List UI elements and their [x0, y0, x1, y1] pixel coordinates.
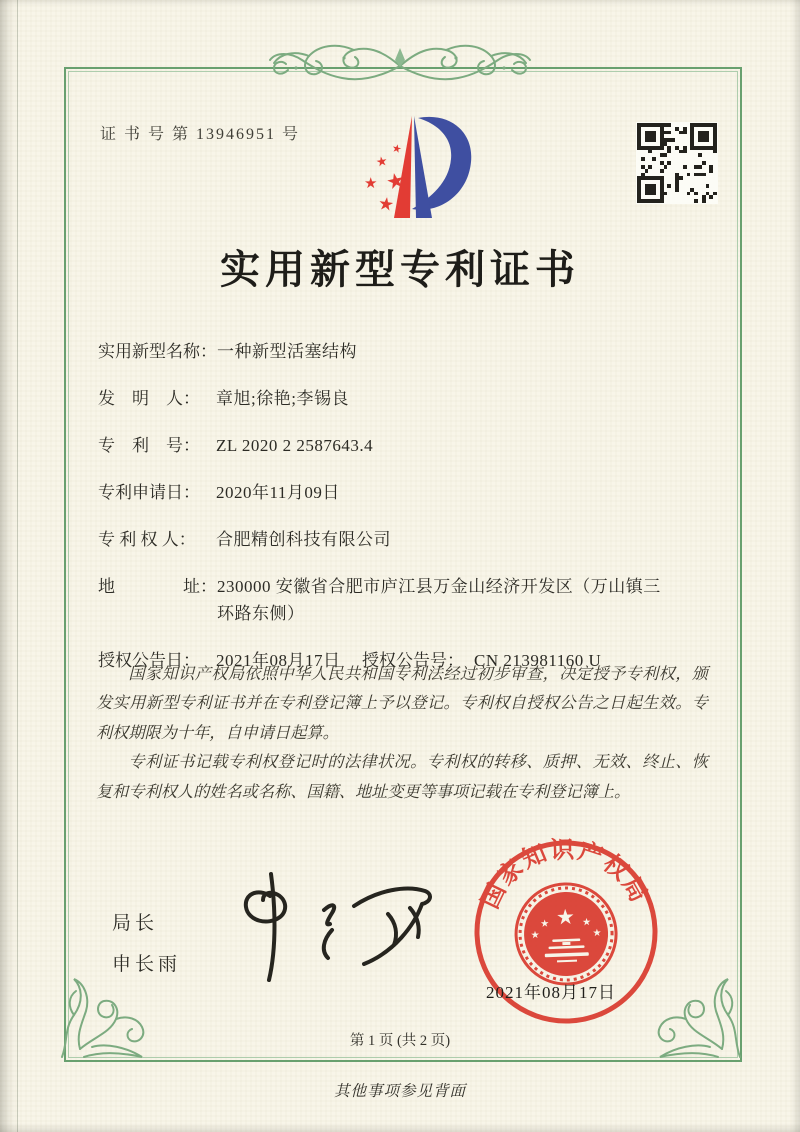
- grant-number-label: 授权公告号：: [362, 651, 464, 670]
- field-value: 一种新型活塞结构: [217, 342, 357, 361]
- officer-name: 申长雨: [112, 954, 182, 975]
- field-row-inventors: [98, 385, 704, 412]
- national-emblem-icon: [514, 882, 617, 985]
- scan-edge-shadow-top: [0, 0, 800, 6]
- field-list: [98, 338, 704, 694]
- field-label: 地 址：: [98, 577, 217, 596]
- grant-date-label: 授权公告日：: [98, 651, 200, 670]
- certificate-title: 实用新型专利证书: [220, 247, 580, 292]
- svg-text:★: ★: [530, 929, 540, 942]
- svg-text:★: ★: [364, 174, 378, 192]
- officer-title: 局长: [112, 913, 159, 934]
- field-label: 专利申请日：: [98, 483, 200, 502]
- field-row-invention-name: [98, 338, 704, 365]
- svg-text:★: ★: [374, 153, 389, 171]
- field-label: 专 利 号：: [98, 436, 200, 455]
- svg-text:★: ★: [555, 904, 576, 930]
- grant-number-value: CN 213981160 U: [474, 651, 602, 670]
- commissioner-signature: [226, 860, 441, 990]
- field-value: 230000 安徽省合肥市庐江县万金山经济开发区（万山镇三环路东侧）: [217, 577, 661, 623]
- scan-edge-shadow-left: [0, 0, 16, 1132]
- cnipa-logo-icon: [352, 112, 482, 222]
- svg-text:★: ★: [540, 918, 550, 930]
- legal-paragraph-2: 专利证书记载专利权登记时的法律状况。专利权的转移、质押、无效、终止、恢复和专利权人的姓名或名称、国籍、地址变更等事项记载在专利登记簿上。: [96, 753, 708, 801]
- field-value: 合肥精创科技有限公司: [216, 530, 391, 549]
- qr-code: [636, 122, 718, 204]
- field-row-address: [98, 573, 704, 627]
- field-value: 2020年11月09日: [216, 483, 340, 502]
- svg-text:★: ★: [383, 167, 408, 195]
- field-value: 章旭;徐艳;李锡良: [216, 389, 349, 408]
- qr-module: [713, 199, 717, 203]
- field-row-filing-date: [98, 479, 704, 506]
- page-number-info: 第 1 页 (共 2 页): [349, 1033, 451, 1049]
- scan-edge-line-left: [17, 0, 18, 1132]
- certificate-number: 证 书 号 第 13946951 号: [100, 126, 301, 143]
- scan-edge-shadow-bottom: [0, 1123, 800, 1132]
- legal-text: [96, 660, 708, 807]
- svg-text:★: ★: [582, 917, 592, 929]
- legal-paragraph-1: 国家知识产权局依照中华人民共和国专利法经过初步审查，决定授予专利权，颁发实用新型专利证书并在专利登记簿上予以登记。专利权自授权公告之日起生效。专利权期限为十年，自申请日起算。: [96, 665, 708, 742]
- seal-date: 2021年08月17日: [486, 983, 616, 1002]
- svg-text:★: ★: [592, 927, 602, 940]
- field-row-patentee: [98, 526, 704, 553]
- officer-block: [112, 908, 181, 976]
- field-value: ZL 2020 2 2587643.4: [216, 436, 374, 455]
- bottom-left-flourish-icon: [54, 970, 158, 1070]
- field-label: 发 明 人：: [98, 389, 200, 408]
- field-row-patent-number: [98, 432, 704, 459]
- scan-edge-shadow-right: [791, 0, 800, 1132]
- grant-date-value: 2021年08月17日: [216, 651, 341, 670]
- see-back-note: 其他事项参见背面: [333, 1083, 466, 1100]
- svg-text:★: ★: [376, 192, 396, 217]
- field-label: 实用新型名称：: [98, 342, 217, 361]
- field-label: 专 利 权 人：: [98, 530, 196, 549]
- svg-text:★: ★: [390, 141, 403, 157]
- seal-ring-text: 国家知识产权局: [477, 837, 653, 913]
- top-scroll-ornament-icon: [258, 34, 542, 98]
